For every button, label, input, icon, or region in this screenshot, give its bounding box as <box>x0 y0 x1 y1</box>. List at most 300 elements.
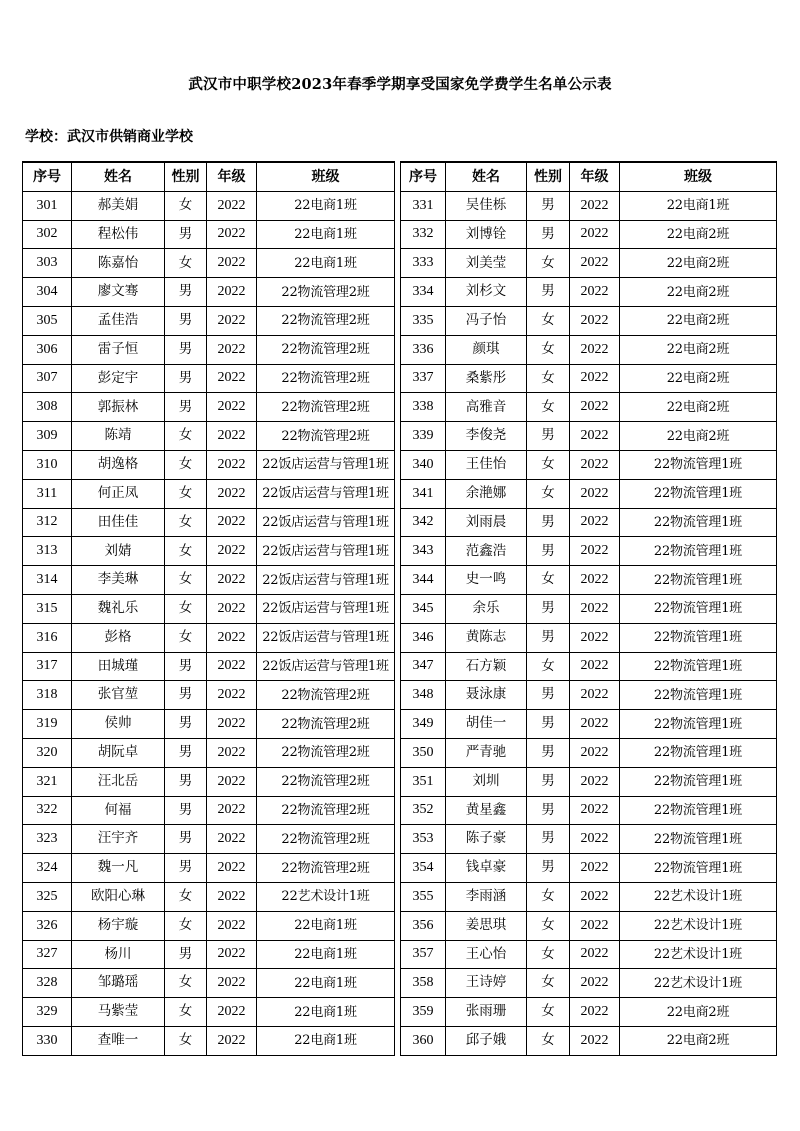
cell-gender: 男 <box>165 854 207 883</box>
table-row <box>401 1026 777 1055</box>
cell-name: 汪宇齐 <box>72 825 165 854</box>
cell-name: 魏一凡 <box>72 854 165 883</box>
cell-serial: 302 <box>23 220 72 249</box>
cell-name: 刘博铨 <box>446 220 527 249</box>
cell-serial: 357 <box>401 940 446 969</box>
cell-class: 22物流管理1班 <box>620 450 777 479</box>
cell-name: 何正凤 <box>72 479 165 508</box>
cell-name: 李美琳 <box>72 566 165 595</box>
table-row <box>401 911 777 940</box>
table-row <box>23 566 395 595</box>
cell-gender: 女 <box>527 450 570 479</box>
cell-name: 范鑫浩 <box>446 537 527 566</box>
cell-class: 22电商2班 <box>620 422 777 451</box>
cell-serial: 323 <box>23 825 72 854</box>
table-row <box>401 681 777 710</box>
cell-name: 魏礼乐 <box>72 594 165 623</box>
table-row <box>401 479 777 508</box>
cell-grade: 2022 <box>570 767 620 796</box>
table-row <box>23 249 395 278</box>
header-row <box>401 162 777 191</box>
header-grade: 年级 <box>570 162 620 191</box>
cell-serial: 334 <box>401 278 446 307</box>
cell-grade: 2022 <box>207 191 257 220</box>
table-row <box>23 191 395 220</box>
cell-grade: 2022 <box>570 969 620 998</box>
cell-serial: 324 <box>23 854 72 883</box>
cell-name: 刘圳 <box>446 767 527 796</box>
cell-gender: 女 <box>527 998 570 1027</box>
cell-gender: 男 <box>527 220 570 249</box>
cell-serial: 344 <box>401 566 446 595</box>
cell-grade: 2022 <box>570 796 620 825</box>
table-row <box>23 623 395 652</box>
cell-grade: 2022 <box>570 335 620 364</box>
cell-class: 22物流管理2班 <box>257 306 395 335</box>
cell-gender: 男 <box>527 278 570 307</box>
cell-serial: 327 <box>23 940 72 969</box>
cell-grade: 2022 <box>207 767 257 796</box>
cell-serial: 346 <box>401 623 446 652</box>
table-row <box>23 854 395 883</box>
cell-class: 22物流管理2班 <box>257 796 395 825</box>
school-name: 学校：武汉市供销商业学校 <box>25 129 193 145</box>
cell-grade: 2022 <box>207 479 257 508</box>
cell-serial: 348 <box>401 681 446 710</box>
cell-class: 22电商1班 <box>257 1026 395 1055</box>
cell-serial: 307 <box>23 364 72 393</box>
cell-gender: 女 <box>165 911 207 940</box>
cell-serial: 306 <box>23 335 72 364</box>
cell-class: 22电商2班 <box>620 306 777 335</box>
cell-grade: 2022 <box>570 422 620 451</box>
cell-class: 22电商1班 <box>620 191 777 220</box>
table-row <box>23 479 395 508</box>
cell-name: 田佳佳 <box>72 508 165 537</box>
cell-class: 22物流管理2班 <box>257 767 395 796</box>
cell-name: 侯帅 <box>72 710 165 739</box>
cell-class: 22饭店运营与管理1班 <box>257 566 395 595</box>
cell-gender: 女 <box>165 508 207 537</box>
cell-gender: 女 <box>527 249 570 278</box>
cell-gender: 男 <box>165 220 207 249</box>
cell-gender: 女 <box>527 335 570 364</box>
cell-grade: 2022 <box>570 854 620 883</box>
cell-name: 欧阳心琳 <box>72 882 165 911</box>
table-row <box>23 335 395 364</box>
cell-gender: 男 <box>165 825 207 854</box>
cell-grade: 2022 <box>570 479 620 508</box>
cell-gender: 男 <box>165 364 207 393</box>
header-name: 姓名 <box>72 162 165 191</box>
cell-serial: 308 <box>23 393 72 422</box>
cell-grade: 2022 <box>570 940 620 969</box>
cell-class: 22艺术设计1班 <box>257 882 395 911</box>
cell-name: 查唯一 <box>72 1026 165 1055</box>
cell-class: 22物流管理1班 <box>620 537 777 566</box>
cell-gender: 女 <box>165 594 207 623</box>
cell-serial: 320 <box>23 738 72 767</box>
cell-gender: 男 <box>165 278 207 307</box>
cell-name: 田城瑾 <box>72 652 165 681</box>
table-row <box>401 508 777 537</box>
cell-gender: 男 <box>527 422 570 451</box>
cell-class: 22物流管理1班 <box>620 738 777 767</box>
cell-gender: 男 <box>165 652 207 681</box>
cell-grade: 2022 <box>207 854 257 883</box>
cell-name: 杨宇璇 <box>72 911 165 940</box>
cell-gender: 女 <box>527 940 570 969</box>
table-body <box>401 191 777 1055</box>
cell-grade: 2022 <box>570 450 620 479</box>
cell-grade: 2022 <box>207 882 257 911</box>
table-row <box>23 306 395 335</box>
table-row <box>401 450 777 479</box>
cell-class: 22物流管理1班 <box>620 652 777 681</box>
table-row <box>401 854 777 883</box>
cell-name: 胡佳一 <box>446 710 527 739</box>
cell-serial: 343 <box>401 537 446 566</box>
table-row <box>23 537 395 566</box>
cell-class: 22物流管理1班 <box>620 854 777 883</box>
cell-class: 22电商1班 <box>257 940 395 969</box>
cell-grade: 2022 <box>207 364 257 393</box>
table-row <box>23 278 395 307</box>
cell-name: 邹璐瑶 <box>72 969 165 998</box>
cell-serial: 304 <box>23 278 72 307</box>
header-name: 姓名 <box>446 162 527 191</box>
table-row <box>401 537 777 566</box>
table-row <box>401 249 777 278</box>
cell-name: 严青驰 <box>446 738 527 767</box>
cell-name: 冯子怡 <box>446 306 527 335</box>
cell-name: 聂泳康 <box>446 681 527 710</box>
cell-class: 22电商2班 <box>620 335 777 364</box>
cell-serial: 322 <box>23 796 72 825</box>
cell-name: 何福 <box>72 796 165 825</box>
cell-grade: 2022 <box>207 940 257 969</box>
cell-gender: 女 <box>165 623 207 652</box>
header-gender: 性别 <box>527 162 570 191</box>
cell-name: 张雨珊 <box>446 998 527 1027</box>
cell-serial: 351 <box>401 767 446 796</box>
table-row <box>401 566 777 595</box>
cell-grade: 2022 <box>207 623 257 652</box>
cell-class: 22电商2班 <box>620 998 777 1027</box>
cell-serial: 305 <box>23 306 72 335</box>
cell-grade: 2022 <box>570 681 620 710</box>
cell-grade: 2022 <box>570 998 620 1027</box>
cell-grade: 2022 <box>207 1026 257 1055</box>
table-row <box>23 364 395 393</box>
cell-serial: 301 <box>23 191 72 220</box>
cell-serial: 303 <box>23 249 72 278</box>
cell-serial: 336 <box>401 335 446 364</box>
table-row <box>401 998 777 1027</box>
cell-serial: 340 <box>401 450 446 479</box>
header-grade: 年级 <box>207 162 257 191</box>
header-class: 班级 <box>257 162 395 191</box>
cell-class: 22电商1班 <box>257 249 395 278</box>
cell-serial: 330 <box>23 1026 72 1055</box>
table-row <box>401 594 777 623</box>
cell-class: 22饭店运营与管理1班 <box>257 623 395 652</box>
cell-gender: 女 <box>165 969 207 998</box>
table-row <box>401 767 777 796</box>
cell-grade: 2022 <box>570 738 620 767</box>
cell-gender: 男 <box>165 681 207 710</box>
cell-name: 张官堃 <box>72 681 165 710</box>
cell-gender: 女 <box>527 393 570 422</box>
table-row <box>401 969 777 998</box>
cell-class: 22电商1班 <box>257 998 395 1027</box>
table-row <box>23 450 395 479</box>
cell-class: 22饭店运营与管理1班 <box>257 594 395 623</box>
table-row <box>401 940 777 969</box>
cell-class: 22物流管理1班 <box>620 566 777 595</box>
cell-class: 22物流管理1班 <box>620 479 777 508</box>
cell-name: 钱卓豪 <box>446 854 527 883</box>
cell-class: 22物流管理2班 <box>257 710 395 739</box>
cell-class: 22物流管理2班 <box>257 738 395 767</box>
cell-serial: 332 <box>401 220 446 249</box>
cell-name: 彭定宇 <box>72 364 165 393</box>
cell-class: 22电商1班 <box>257 220 395 249</box>
cell-serial: 360 <box>401 1026 446 1055</box>
table-row <box>401 882 777 911</box>
cell-grade: 2022 <box>570 594 620 623</box>
table-header <box>401 162 777 191</box>
cell-grade: 2022 <box>207 278 257 307</box>
cell-class: 22物流管理1班 <box>620 681 777 710</box>
cell-grade: 2022 <box>570 393 620 422</box>
cell-serial: 355 <box>401 882 446 911</box>
table-row <box>401 652 777 681</box>
cell-serial: 310 <box>23 450 72 479</box>
cell-class: 22电商2班 <box>620 393 777 422</box>
cell-gender: 男 <box>527 854 570 883</box>
cell-name: 王佳怡 <box>446 450 527 479</box>
table-row <box>23 767 395 796</box>
table-row <box>23 882 395 911</box>
cell-serial: 326 <box>23 911 72 940</box>
table-row <box>23 681 395 710</box>
cell-serial: 335 <box>401 306 446 335</box>
header-gender: 性别 <box>165 162 207 191</box>
cell-grade: 2022 <box>570 652 620 681</box>
table-row <box>23 1026 395 1055</box>
cell-name: 高雅音 <box>446 393 527 422</box>
cell-class: 22艺术设计1班 <box>620 969 777 998</box>
cell-gender: 男 <box>527 738 570 767</box>
cell-gender: 女 <box>527 479 570 508</box>
cell-serial: 358 <box>401 969 446 998</box>
cell-gender: 男 <box>527 508 570 537</box>
cell-serial: 349 <box>401 710 446 739</box>
cell-grade: 2022 <box>207 710 257 739</box>
cell-name: 史一鸣 <box>446 566 527 595</box>
cell-gender: 女 <box>527 306 570 335</box>
cell-serial: 342 <box>401 508 446 537</box>
cell-gender: 男 <box>527 681 570 710</box>
table-row <box>401 796 777 825</box>
cell-name: 石方颖 <box>446 652 527 681</box>
cell-serial: 341 <box>401 479 446 508</box>
cell-name: 桑紫彤 <box>446 364 527 393</box>
table-row <box>23 422 395 451</box>
cell-name: 颜琪 <box>446 335 527 364</box>
table-row <box>23 940 395 969</box>
cell-grade: 2022 <box>570 566 620 595</box>
cell-gender: 男 <box>527 767 570 796</box>
cell-gender: 男 <box>527 537 570 566</box>
table-row <box>23 508 395 537</box>
cell-gender: 女 <box>165 191 207 220</box>
cell-name: 王诗婷 <box>446 969 527 998</box>
table-row <box>401 738 777 767</box>
table-row <box>23 969 395 998</box>
cell-serial: 353 <box>401 825 446 854</box>
cell-class: 22物流管理2班 <box>257 681 395 710</box>
cell-class: 22电商1班 <box>257 191 395 220</box>
table-header <box>23 162 395 191</box>
cell-name: 余滟娜 <box>446 479 527 508</box>
cell-class: 22物流管理1班 <box>620 710 777 739</box>
cell-name: 郭振林 <box>72 393 165 422</box>
table-row <box>401 364 777 393</box>
cell-gender: 男 <box>165 940 207 969</box>
cell-grade: 2022 <box>570 278 620 307</box>
cell-name: 王心怡 <box>446 940 527 969</box>
table-row <box>401 335 777 364</box>
cell-grade: 2022 <box>207 249 257 278</box>
cell-class: 22物流管理2班 <box>257 854 395 883</box>
cell-grade: 2022 <box>207 825 257 854</box>
cell-class: 22物流管理1班 <box>620 796 777 825</box>
cell-grade: 2022 <box>207 738 257 767</box>
cell-serial: 316 <box>23 623 72 652</box>
table-row <box>401 220 777 249</box>
cell-serial: 354 <box>401 854 446 883</box>
table-row <box>401 710 777 739</box>
header-class: 班级 <box>620 162 777 191</box>
cell-gender: 男 <box>527 825 570 854</box>
cell-grade: 2022 <box>207 652 257 681</box>
cell-gender: 男 <box>165 710 207 739</box>
cell-gender: 男 <box>165 306 207 335</box>
cell-class: 22物流管理2班 <box>257 393 395 422</box>
cell-grade: 2022 <box>207 969 257 998</box>
cell-grade: 2022 <box>207 911 257 940</box>
cell-class: 22电商1班 <box>257 969 395 998</box>
cell-name: 姜思琪 <box>446 911 527 940</box>
table-row <box>23 220 395 249</box>
cell-grade: 2022 <box>207 450 257 479</box>
table-row <box>23 911 395 940</box>
cell-name: 吴佳栎 <box>446 191 527 220</box>
cell-class: 22物流管理2班 <box>257 825 395 854</box>
cell-class: 22物流管理1班 <box>620 594 777 623</box>
cell-name: 黄陈志 <box>446 623 527 652</box>
cell-grade: 2022 <box>570 191 620 220</box>
cell-name: 陈子豪 <box>446 825 527 854</box>
cell-name: 彭格 <box>72 623 165 652</box>
table-row <box>23 652 395 681</box>
cell-grade: 2022 <box>570 220 620 249</box>
document-title: 武汉市中职学校2023年春季学期享受国家免学费学生名单公示表 <box>188 76 612 93</box>
cell-name: 刘婧 <box>72 537 165 566</box>
cell-class: 22饭店运营与管理1班 <box>257 537 395 566</box>
cell-class: 22电商2班 <box>620 1026 777 1055</box>
cell-gender: 男 <box>527 191 570 220</box>
cell-name: 雷子恒 <box>72 335 165 364</box>
cell-name: 陈嘉怡 <box>72 249 165 278</box>
cell-gender: 女 <box>165 479 207 508</box>
cell-name: 余乐 <box>446 594 527 623</box>
cell-serial: 347 <box>401 652 446 681</box>
cell-name: 孟佳浩 <box>72 306 165 335</box>
cell-serial: 315 <box>23 594 72 623</box>
cell-grade: 2022 <box>207 594 257 623</box>
cell-serial: 338 <box>401 393 446 422</box>
cell-gender: 女 <box>165 249 207 278</box>
cell-serial: 317 <box>23 652 72 681</box>
table-row <box>23 594 395 623</box>
cell-class: 22艺术设计1班 <box>620 882 777 911</box>
cell-serial: 329 <box>23 998 72 1027</box>
cell-grade: 2022 <box>570 537 620 566</box>
cell-grade: 2022 <box>570 306 620 335</box>
cell-name: 刘杉文 <box>446 278 527 307</box>
cell-grade: 2022 <box>570 364 620 393</box>
cell-gender: 女 <box>527 566 570 595</box>
cell-gender: 女 <box>165 1026 207 1055</box>
cell-grade: 2022 <box>207 681 257 710</box>
cell-class: 22电商2班 <box>620 249 777 278</box>
cell-name: 胡逸格 <box>72 450 165 479</box>
cell-class: 22物流管理2班 <box>257 364 395 393</box>
cell-grade: 2022 <box>570 1026 620 1055</box>
cell-name: 汪北岳 <box>72 767 165 796</box>
cell-grade: 2022 <box>570 508 620 537</box>
table-row <box>401 278 777 307</box>
cell-name: 程松伟 <box>72 220 165 249</box>
cell-class: 22电商2班 <box>620 220 777 249</box>
cell-gender: 女 <box>165 998 207 1027</box>
cell-grade: 2022 <box>207 566 257 595</box>
cell-grade: 2022 <box>207 220 257 249</box>
cell-gender: 男 <box>165 767 207 796</box>
header-serial: 序号 <box>23 162 72 191</box>
header-serial: 序号 <box>401 162 446 191</box>
cell-class: 22饭店运营与管理1班 <box>257 508 395 537</box>
cell-gender: 男 <box>527 623 570 652</box>
cell-name: 廖文骞 <box>72 278 165 307</box>
table-row <box>401 825 777 854</box>
cell-serial: 318 <box>23 681 72 710</box>
cell-serial: 350 <box>401 738 446 767</box>
table-row <box>23 998 395 1027</box>
cell-serial: 331 <box>401 191 446 220</box>
cell-gender: 男 <box>527 594 570 623</box>
header-row <box>23 162 395 191</box>
cell-class: 22饭店运营与管理1班 <box>257 652 395 681</box>
cell-grade: 2022 <box>207 998 257 1027</box>
cell-class: 22物流管理1班 <box>620 508 777 537</box>
cell-name: 胡阮卓 <box>72 738 165 767</box>
cell-serial: 309 <box>23 422 72 451</box>
cell-class: 22物流管理2班 <box>257 422 395 451</box>
